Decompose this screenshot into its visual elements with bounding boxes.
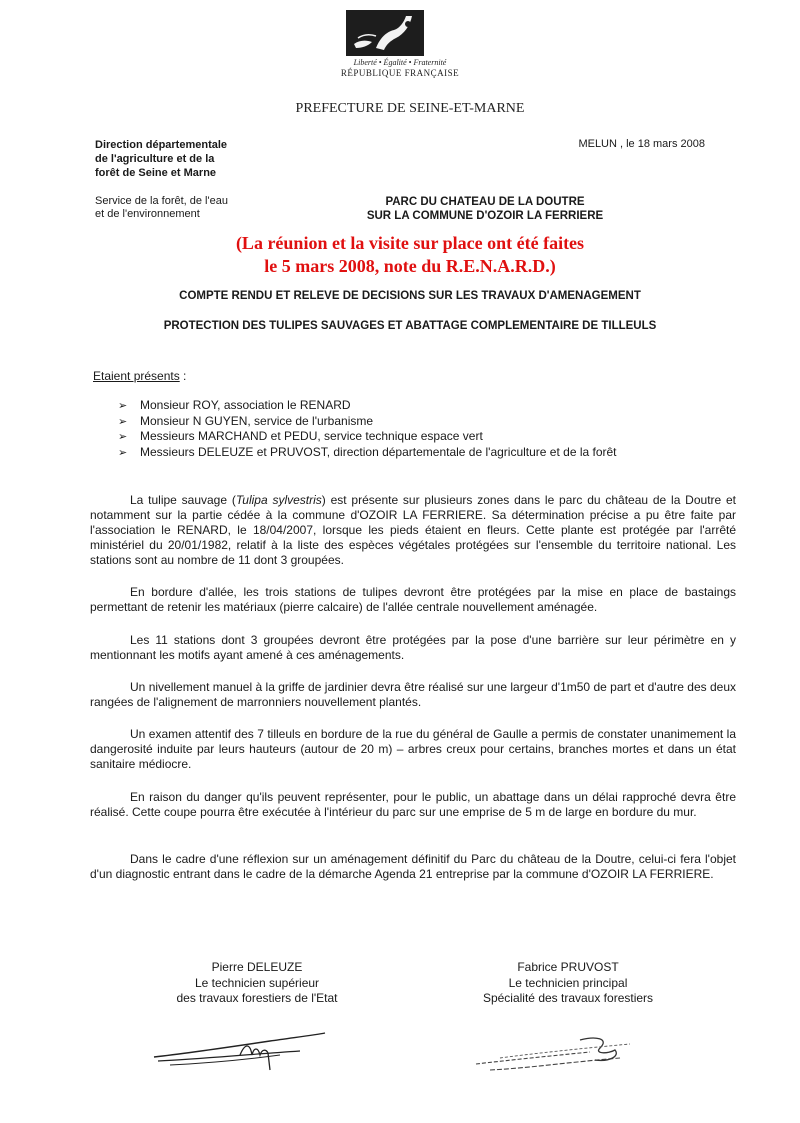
tulip-text-pre: La tulipe sauvage (	[130, 493, 236, 507]
signatory-title: des travaux forestiers de l'Etat	[176, 991, 338, 1005]
paragraph-text: Un nivellement manuel à la griffe de jardinier devra être réalisé sur une largeur d'1m50 de part et d'autre des deux rangées de l'alignement de marronniers nouvellement plantés.	[90, 680, 736, 709]
present-title	[93, 369, 186, 383]
arrow-bullet-icon: ➢	[118, 431, 128, 443]
paragraph-text: En bordure d'allée, les trois stations de tulipes devront être protégées par la mise en place de bastaings permettant de retenir les matériaux (pierre calcaire) de l'allée centrale nouvellement aménagée.	[90, 585, 736, 614]
service-line: et de l'environnement	[95, 208, 200, 220]
signature-block-pruvost	[458, 960, 678, 1007]
signature-deleuze	[150, 1025, 330, 1075]
list-item	[118, 445, 617, 461]
subject-line: SUR LA COMMUNE D'OZOIR LA FERRIERE	[366, 210, 604, 222]
protection-heading: PROTECTION DES TULIPES SAUVAGES ET ABATTAGE COMPLEMENTAIRE DE TILLEULS	[163, 320, 657, 332]
signatory-name: Fabrice PRUVOST	[517, 960, 619, 974]
present-title-text: Etaient présents	[93, 369, 180, 383]
direction-block	[95, 138, 275, 180]
subject-block	[330, 195, 640, 223]
marianne-logo-icon	[346, 10, 424, 56]
paragraph-nivellement	[90, 680, 736, 710]
arrow-bullet-icon: ➢	[118, 400, 128, 412]
arrow-bullet-icon: ➢	[118, 446, 128, 459]
subject-line: PARC DU CHATEAU DE LA DOUTRE	[385, 196, 585, 208]
species-name: Tulipa sylvestris	[235, 493, 322, 507]
date-line: MELUN , le 18 mars 2008	[578, 138, 705, 150]
paragraph-text: Dans le cadre d'une réflexion sur un aménagement définitif du Parc du château de la Doutre, celui-ci fera l'objet d'un diagnostic entrant dans le cadre de la démarche Agenda 21 entreprise par la commune d'OZOIR LA FERRIERE.	[90, 852, 736, 881]
present-title-colon: :	[179, 369, 187, 383]
signatory-title: Le technicien principal	[508, 975, 628, 990]
signatory-title: Le technicien supérieur	[194, 975, 320, 990]
direction-line: Direction départementale	[95, 139, 228, 151]
paragraph-tilleuls	[90, 727, 736, 772]
note-line: le 5 mars 2008, note du R.E.N.A.R.D.)	[264, 256, 556, 276]
signature-block-deleuze	[147, 960, 367, 1007]
renard-note	[130, 232, 690, 278]
service-line: Service de la forêt, de l'eau	[95, 195, 228, 207]
list-item	[118, 414, 617, 430]
service-block	[95, 195, 275, 221]
paragraph-tulip	[90, 493, 736, 568]
paragraph-abattage	[90, 790, 736, 820]
attendee-text: Monsieur ROY, association le RENARD	[140, 398, 351, 412]
logo-motto: Liberté • Égalité • Fraternité	[353, 58, 447, 67]
attendee-text: Messieurs DELEUZE et PRUVOST, direction départementale de l'agriculture et de la forêt	[140, 444, 617, 459]
signatory-name: Pierre DELEUZE	[211, 960, 303, 974]
marianne-logo-art	[346, 10, 424, 56]
note-line: (La réunion et la visite sur place ont été faites	[235, 233, 585, 253]
direction-line: de l'agriculture et de la	[95, 153, 215, 165]
paragraph-agenda21	[90, 852, 736, 882]
paragraph-barriere	[90, 633, 736, 663]
signatory-title: Spécialité des travaux forestiers	[482, 991, 654, 1005]
tulip-text-post: ) est présente sur plusieurs zones dans le parc du château de la Doutre et notamment sur la partie cédée à la commune d'OZOIR LA FERRIERE. Sa détermination précise a pu être faite par l'association le RENARD, le 18/04/2007, lorsque les pieds étaient en fleurs. Cette plante est protégée par l'arrêté ministériel du 20/01/1982, relatif à la liste des espèces végétales protégées sur l'ensemble du territoire national. Les stations sont au nombre de 11 dont 3 groupées.	[90, 493, 737, 567]
list-item	[118, 398, 617, 414]
attendee-list	[118, 398, 617, 460]
prefecture-heading: PREFECTURE DE SEINE-ET-MARNE	[295, 101, 525, 116]
paragraph-text: Un examen attentif des 7 tilleuls en bordure de la rue du général de Gaulle a permis de constater unanimement la dangerosité induite par leurs hauteurs (autour de 20 m) – arbres creux pour certains, branches mortes et dans un état sanitaire médiocre.	[90, 727, 736, 771]
paragraph-bastaings	[90, 585, 736, 615]
attendee-text: Monsieur N GUYEN, service de l'urbanisme	[140, 413, 374, 428]
logo-republic: RÉPUBLIQUE FRANÇAISE	[340, 68, 460, 78]
paragraph-text: En raison du danger qu'ils peuvent représenter, pour le public, un abattage dans un délai rapproché devra être réalisé. Cette coupe pourra être exécutée à l'intérieur du parc sur une emprise de 5 m de large en bordure du mur.	[90, 790, 736, 819]
list-item	[118, 429, 617, 445]
direction-line: forêt de Seine et Marne	[95, 167, 217, 179]
paragraph-text: Les 11 stations dont 3 groupées devront être protégées par la pose d'une barrière sur leur périmètre en y mentionnant les motifs ayant amené à ces aménagements.	[90, 633, 736, 662]
attendee-text: Messieurs MARCHAND et PEDU, service technique espace vert	[140, 429, 483, 443]
report-heading: COMPTE RENDU ET RELEVE DE DECISIONS SUR LES TRAVAUX D'AMENAGEMENT	[179, 290, 641, 302]
signature-pruvost	[470, 1030, 640, 1080]
arrow-bullet-icon: ➢	[118, 415, 128, 428]
